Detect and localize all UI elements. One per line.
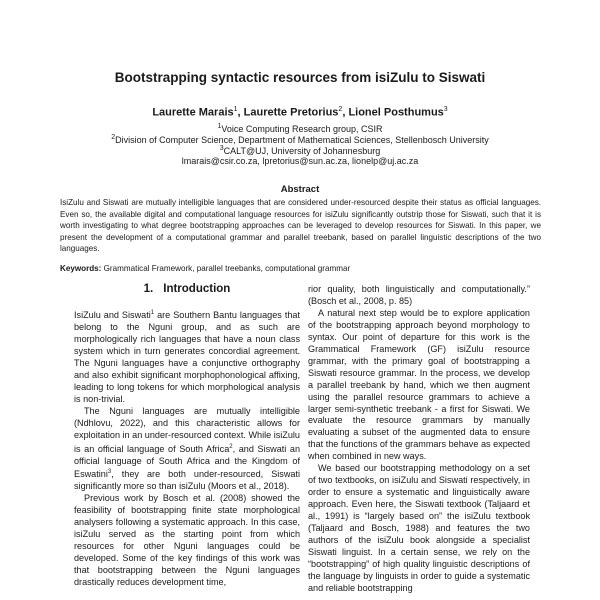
left-column	[74, 308, 300, 589]
paper-title: Bootstrapping syntactic resources from isiZulu to Siswati	[114, 70, 486, 85]
affiliation	[0, 134, 600, 145]
paragraph: Previous work by Bosch et al. (2008) showed the feasibility of bootstrapping finite state morphological analysers following a systematic approach. In this case, isiZulu served as the starting point from which resources for other Nguni languages could be developed. Some of the key findings of this work was that bootstrapping between the Nguni languages drastically reduces development time,	[74, 493, 300, 588]
author-list: Laurette Marais$^1$, Laurette Pretorius$^2$, Lionel Posthumus$^3$	[152, 106, 448, 119]
affiliation	[0, 145, 600, 156]
footnote-marker: 3	[107, 469, 112, 476]
author-name: Lionel Posthumus	[348, 106, 444, 119]
abstract-heading: Abstract	[280, 184, 320, 195]
paragraph-text: IsiZulu and Siswati	[74, 310, 151, 321]
author-sup: 3	[443, 106, 448, 113]
keywords-text: Grammatical Framework, parallel treebanks, computational grammar	[103, 264, 351, 273]
affiliation-sup: 3	[219, 145, 224, 152]
paragraph-text: , and Siswati an official language of South Africa and the Kingdom of Eswatini	[74, 443, 301, 480]
paragraph	[74, 308, 300, 406]
paragraph-text: are Southern Bantu languages that belong to the Nguni group, and as such are morphologically rich languages that have a noun class system which in turn generates concordial agreement. The Nguni languages have a conjunctive orthography and also exhibit significant morphophonological affixing, leading to long tokens for which morphological analysis is non-trivial.	[74, 310, 300, 404]
affiliation-text: Division of Computer Science, Department of Mathematical Sciences, Stellenbosch University	[115, 135, 489, 145]
footnote-marker: 2	[229, 443, 233, 450]
author-sup: 2	[338, 106, 343, 113]
paragraph-text: , they are both under-resourced, Siswati significantly more so than isiZulu (Moors et al., 2018).	[74, 469, 300, 492]
author-sup: 1	[233, 106, 238, 113]
author-emails: lmarais@csir.co.za, lpretorius@sun.ac.za, lionelp@uj.ac.za	[181, 156, 419, 166]
affiliation-sup: 1	[217, 123, 222, 130]
paragraph-text: The Nguni languages are mutually intelligible (Ndhlovu, 2022), and this characteristic allows for exploitation in an under-resourced context. While isiZulu is an official language of South Africa	[74, 405, 300, 454]
right-column	[308, 284, 530, 595]
section-number: 1.	[143, 283, 154, 295]
author-name: Laurette Marais	[152, 106, 234, 119]
paragraph	[74, 406, 300, 494]
affiliation-sup: 2	[111, 134, 116, 141]
section-title: Introduction	[163, 283, 231, 295]
section-heading	[74, 283, 300, 295]
keywords	[60, 264, 541, 273]
paragraph: rior quality, both linguistically and computationally.” (Bosch et al., 2008, p. 85)	[308, 284, 530, 306]
affiliation-text: Voice Computing Research group, CSIR	[221, 124, 383, 134]
keywords-label: Keywords:	[60, 264, 102, 273]
footnote-marker: 1	[150, 310, 155, 316]
author-name: Laurette Pretorius	[243, 106, 339, 119]
affiliation-text: CALT@UJ, University of Johannesburg	[223, 146, 381, 156]
affiliation	[0, 123, 600, 134]
paragraph: A natural next step would be to explore application of the bootstrapping approach beyond morphology to syntax. Our point of departure for this work is the Grammatical Framework (GF) isiZulu resource grammar, with the primary goal of bootstrapping a Siswati resource grammar. In the process, we develop a parallel treebank by hand, which we then augment using the parallel resource grammars to achieve a larger semi-synthetic treebank - a first for Siswati. We evaluate the resource grammars by manually evaluating a subset of the augmented data to ensure that the functions of the grammars behave as expected when combined in new ways.	[308, 307, 530, 462]
paragraph: We based our bootstrapping methodology on a set of two textbooks, on isiZulu and Siswati respectively, in order to ensure a systematic and linguistically aware approach. Even here, the Siswati textbook (Taljaard et al., 1991) is “largely based on” the isiZulu textbook (Taljaard and Bosch, 1988) and features the two authors of the isiZulu book alongside a specialist Siswati linguist. In a certain sense, we rely on the “bootstrapping” of high quality linguistic descriptions of the language by linguists in order to guide a systematic and reliable bootstrapping	[308, 463, 530, 593]
abstract-text: IsiZulu and Siswati are mutually intelligible languages that are considered under-resourced despite their status as official languages. Even so, the available digital and computational language resources for isiZulu significantly outstrip those for Siswati, such that it is worth investigating to what degree bootstrapping approaches can be leveraged to develop resources for Siswati. In this paper, we present the development of a computational grammar and parallel treebank, based on parallel linguistic descriptions of the two languages.	[60, 198, 541, 253]
